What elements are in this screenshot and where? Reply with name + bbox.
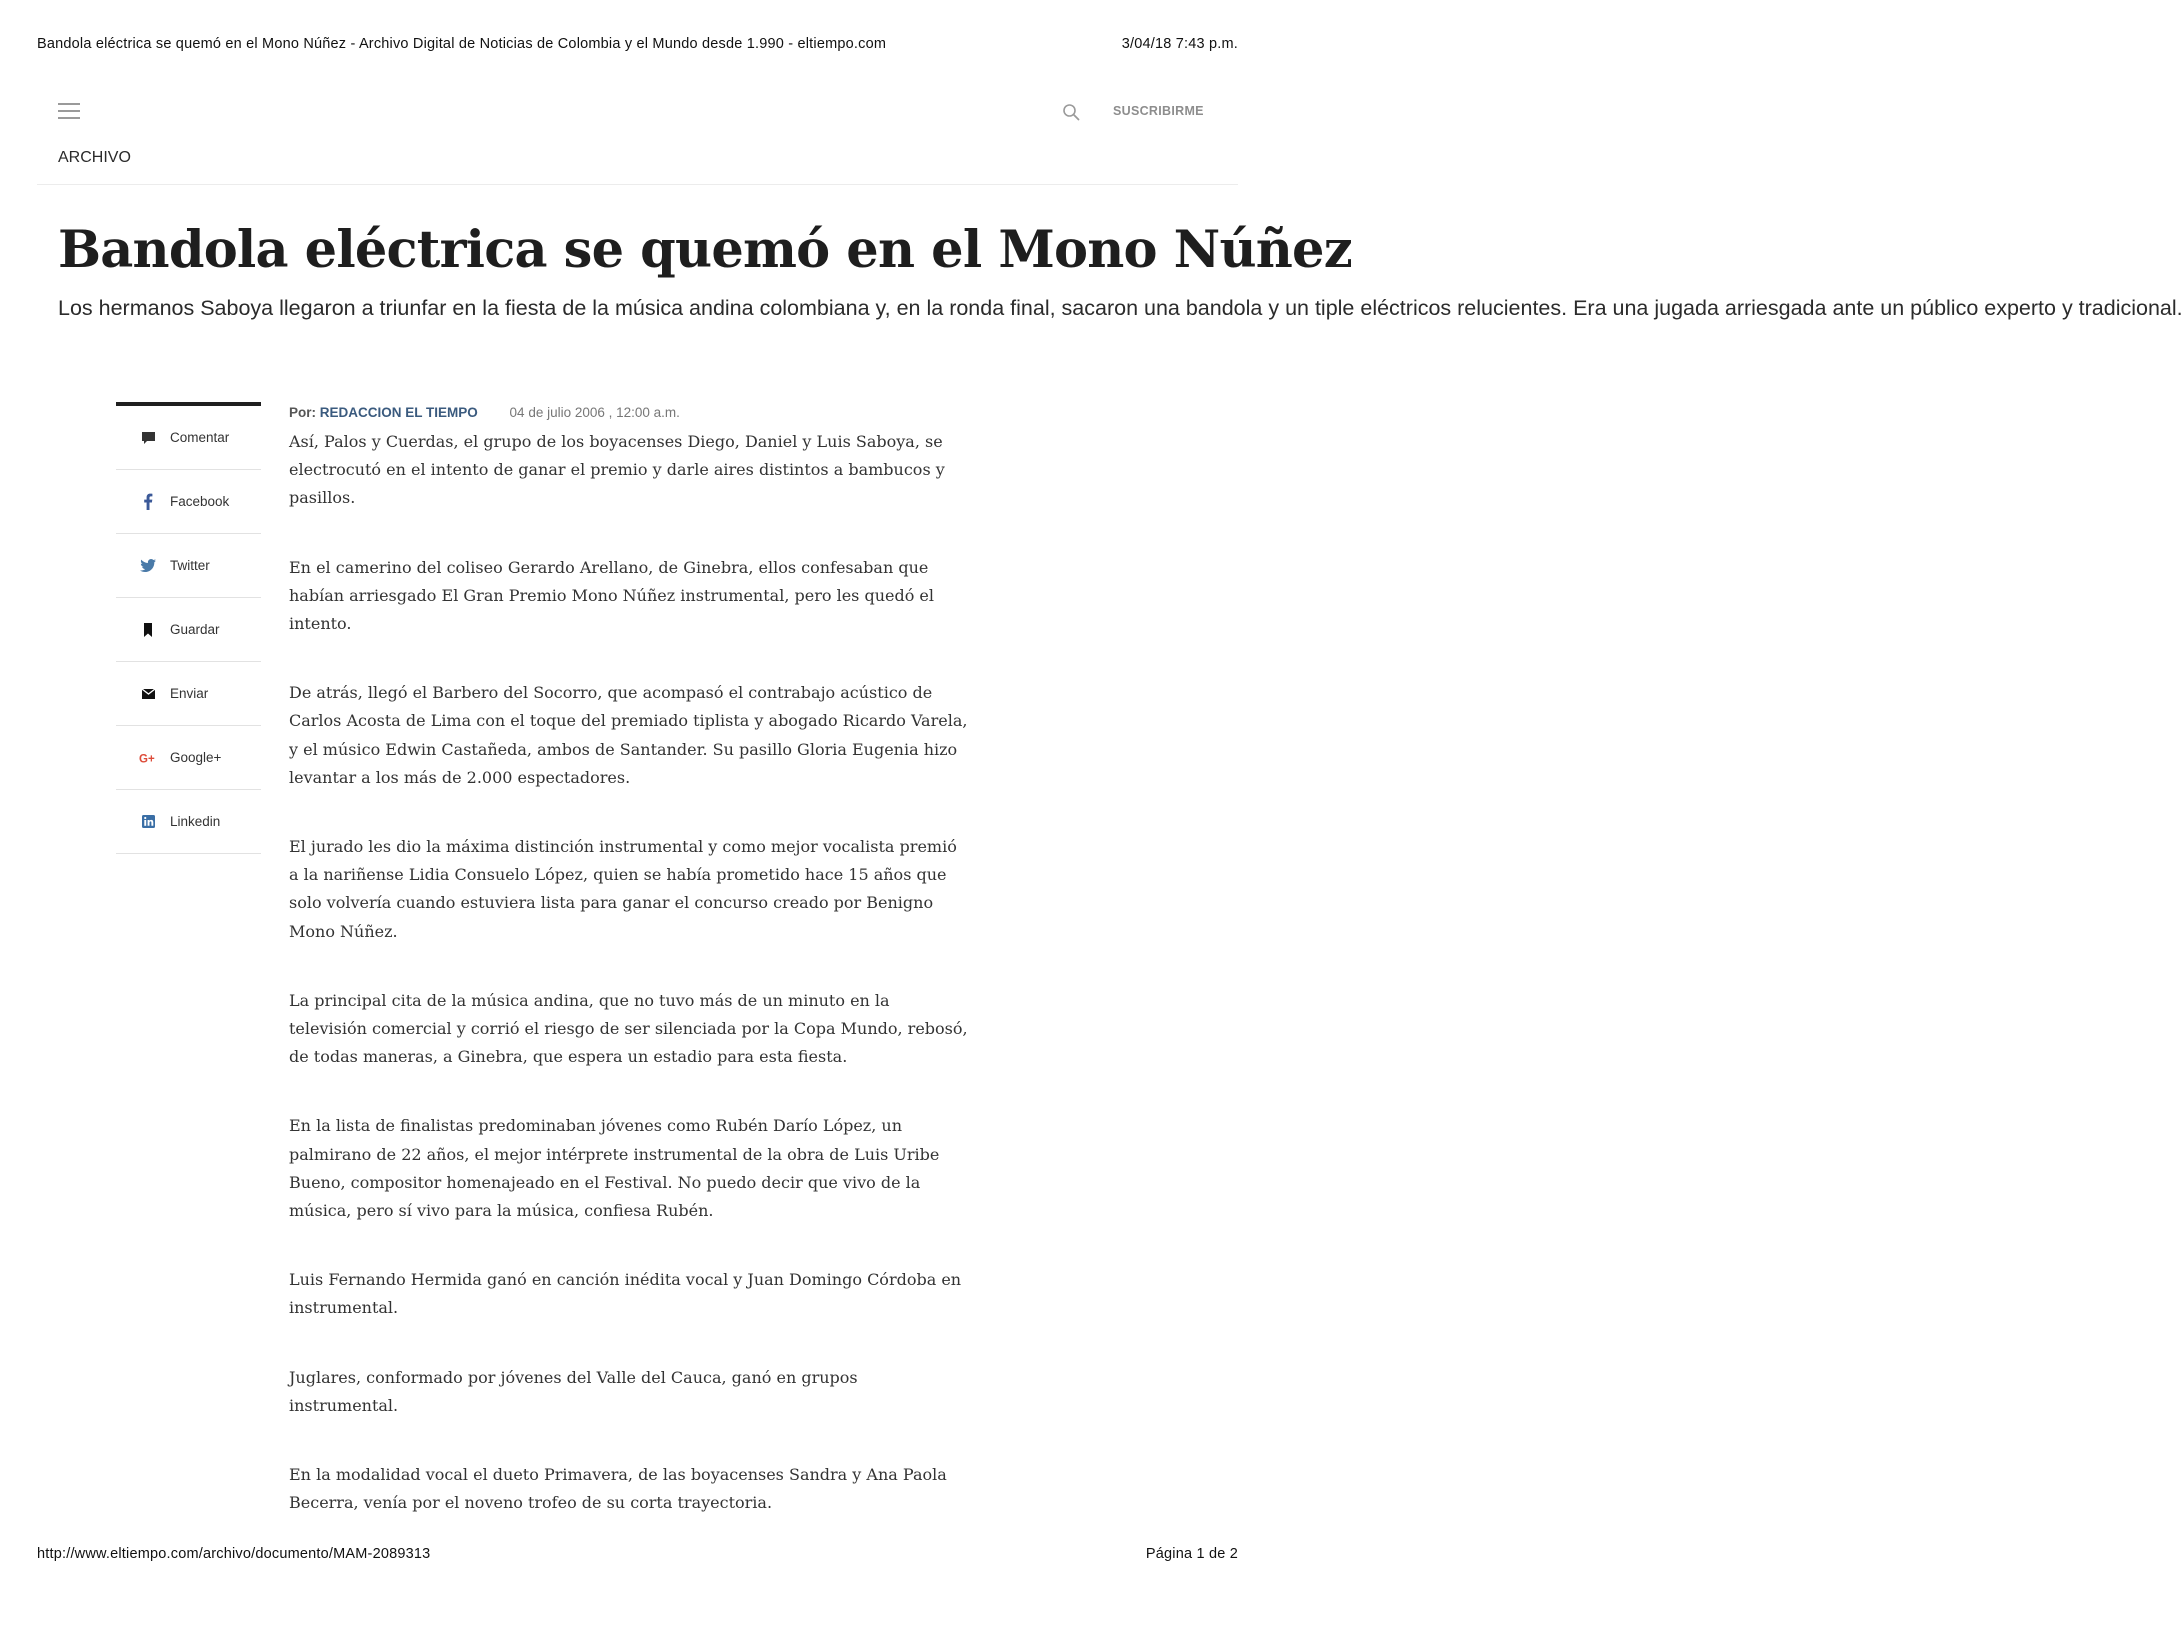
byline <box>289 405 680 420</box>
site-header <box>37 90 1238 185</box>
article-paragraph: En la modalidad vocal el dueto Primavera, de las boyacenses Sandra y Ana Paola Becerra, venía por el noveno trofeo de su corta trayectoria. <box>289 1465 947 1513</box>
share-label: Twitter <box>170 558 210 573</box>
bookmark-icon <box>140 622 156 638</box>
google-plus-icon <box>140 750 156 766</box>
share-twitter-button[interactable] <box>116 534 261 598</box>
subscribe-button[interactable]: SUSCRIBIRME <box>1113 104 1204 118</box>
share-email-button[interactable] <box>116 662 261 726</box>
article-paragraph: Luis Fernando Hermida ganó en canción inédita vocal y Juan Domingo Córdoba en instrumental. <box>289 1270 962 1318</box>
share-label: Linkedin <box>170 814 221 829</box>
share-label: Comentar <box>170 430 230 445</box>
share-google-plus-button[interactable] <box>116 726 261 790</box>
print-footer-page: Página 1 de 2 <box>1145 1546 1238 1562</box>
article-paragraph: De atrás, llegó el Barbero del Socorro, que acompasó el contrabajo acústico de Carlos Acosta de Lima con el toque del premiado tiplista y abogado Ricardo Varela, y el músico Edwin Castañeda, ambos de Santander. Su pasillo Gloria Eugenia hizo levantar a los más de 2.000 espectadores. <box>289 683 968 787</box>
print-header-title: Bandola eléctrica se quemó en el Mono Núñez - Archivo Digital de Noticias de Colombia y el Mundo desde 1.990 - eltiempo.com <box>37 36 887 52</box>
facebook-icon <box>140 494 156 510</box>
article-paragraph: El jurado les dio la máxima distinción instrumental y como mejor vocalista premió a la nariñense Lidia Consuelo López, quien se había prometido hace 15 años que solo volvería cuando estuviera lista para ganar el concurso creado por Benigno Mono Núñez. <box>289 837 957 941</box>
article-paragraph: En la lista de finalistas predominaban jóvenes como Rubén Darío López, un palmirano de 22 años, el mejor intérprete instrumental de la obra de Luis Uribe Bueno, compositor homenajeado en el Festival. No puedo decir que vivo de la música, pero sí vivo para la música, confiesa Rubén. <box>289 1116 940 1221</box>
svg-text:G+: G+ <box>139 753 155 765</box>
comment-icon <box>140 430 156 446</box>
share-label: Enviar <box>170 686 209 701</box>
article-lead: Los hermanos Saboya llegaron a triunfar en la fiesta de la música andina colombiana y, en la ronda final, sacaron una bandola y un tiple eléctricos relucientes. Era una jugada arriesgada ante un público experto y tradicional. <box>58 296 2183 320</box>
print-footer-url: http://www.eltiempo.com/archivo/documento/MAM-2089313 <box>37 1546 431 1562</box>
print-footer <box>37 1546 1238 1562</box>
twitter-icon <box>140 558 156 574</box>
section-label[interactable]: ARCHIVO <box>58 149 131 166</box>
article-paragraph: Juglares, conformado por jóvenes del Valle del Cauca, ganó en grupos instrumental. <box>289 1367 858 1415</box>
article-body <box>289 428 969 1558</box>
print-header <box>37 36 1238 52</box>
share-facebook-button[interactable] <box>116 470 261 534</box>
byline-author-link[interactable]: REDACCION EL TIEMPO <box>319 405 478 420</box>
hamburger-icon[interactable] <box>58 103 80 119</box>
search-icon[interactable] <box>1062 103 1080 121</box>
article-paragraph: En el camerino del coliseo Gerardo Arellano, de Ginebra, ellos confesaban que habían arriesgado El Gran Premio Mono Núñez instrumental, pero les quedó el intento. <box>289 557 935 634</box>
share-bar <box>116 402 261 854</box>
share-linkedin-button[interactable] <box>116 790 261 854</box>
print-header-datetime: 3/04/18 7:43 p.m. <box>1121 36 1238 52</box>
mail-icon <box>140 686 156 702</box>
byline-date: 04 de julio 2006 , 12:00 a.m. <box>509 405 680 420</box>
share-save-button[interactable] <box>116 598 261 662</box>
share-comment-button[interactable] <box>116 406 261 470</box>
article-paragraph: Así, Palos y Cuerdas, el grupo de los boyacenses Diego, Daniel y Luis Saboya, se electrocutó en el intento de ganar el premio y darle aires distintos a bambucos y pasillos. <box>289 432 945 508</box>
share-label: Facebook <box>170 494 230 509</box>
linkedin-icon <box>140 814 156 830</box>
article-headline: Bandola eléctrica se quemó en el Mono Núñez <box>58 220 1352 280</box>
article-paragraph: La principal cita de la música andina, que no tuvo más de un minuto en la televisión comercial y corrió el riesgo de ser silenciada por la Copa Mundo, rebosó, de todas maneras, a Ginebra, que espera un estadio para esta fiesta. <box>289 990 968 1067</box>
byline-prefix: Por: <box>289 405 316 420</box>
share-label: Google+ <box>170 750 222 765</box>
share-label: Guardar <box>170 622 220 637</box>
